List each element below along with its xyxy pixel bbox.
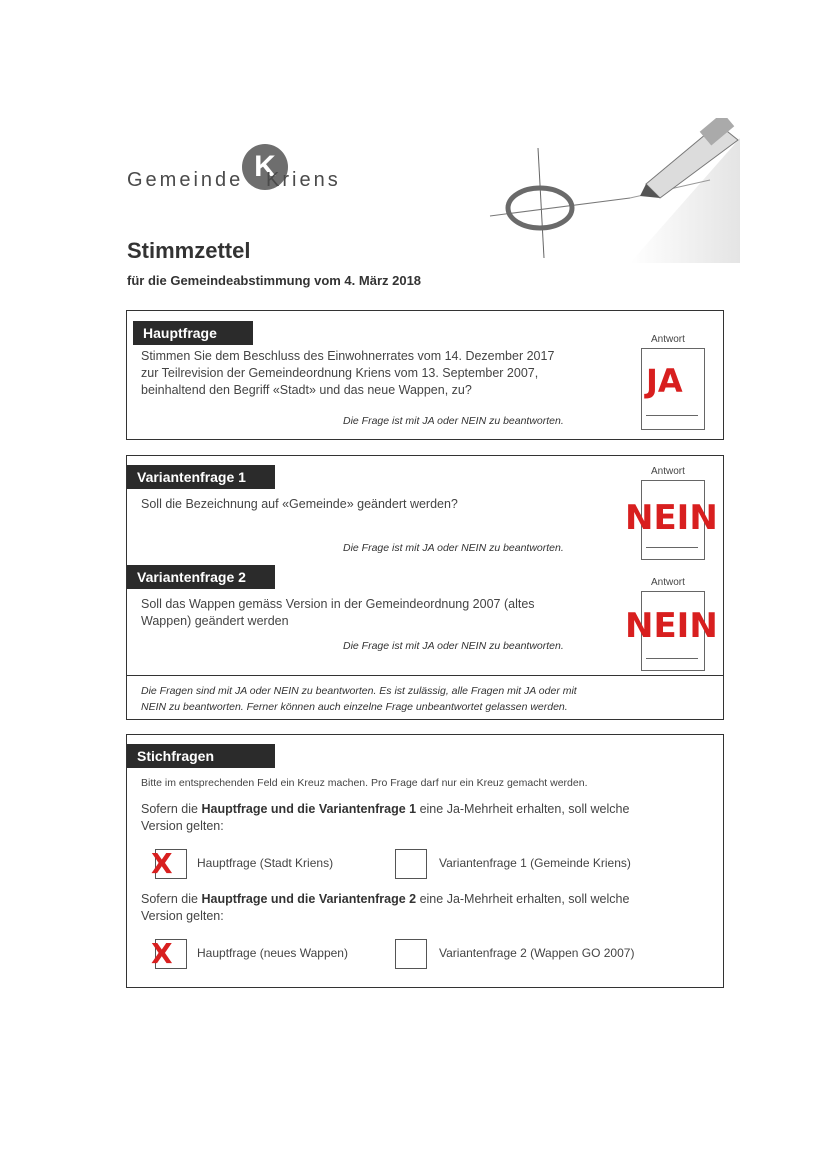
variante2-answer-line xyxy=(646,658,698,659)
variante2-line-1: Soll das Wappen gemäss Version in der Gemeindeordnung 2007 (altes xyxy=(141,597,535,611)
hauptfrage-section xyxy=(126,310,724,440)
stichfrage2-option-hauptfrage: Hauptfrage (neues Wappen) xyxy=(197,946,348,960)
variante1-text: Soll die Bezeichnung auf «Gemeinde» geändert werden? xyxy=(141,497,458,511)
hauptfrage-note: Die Frage ist mit JA oder NEIN zu beantworten. xyxy=(343,415,564,427)
variante1-answer-line xyxy=(646,547,698,548)
variante2-antwort-label: Antwort xyxy=(651,577,685,588)
pen-illustration-icon xyxy=(480,118,740,263)
stichfrage1-option-hauptfrage: Hauptfrage (Stadt Kriens) xyxy=(197,856,334,870)
stichfrage1-line-2: Version gelten: xyxy=(141,819,224,833)
variantenfragen-section xyxy=(126,455,724,720)
footnote-line-2: NEIN zu beantworten. Ferner können auch einzelne Frage unbeantwortet gelassen werden. xyxy=(141,701,568,713)
stichfrage1-bold: Hauptfrage und die Variantenfrage 1 xyxy=(201,802,417,816)
stichfrage2-text xyxy=(141,891,711,925)
stichfrage2-mark: X xyxy=(151,937,173,970)
stichfrage1-text xyxy=(141,801,711,835)
hauptfrage-answer-line xyxy=(646,415,698,416)
variantenfragen-footnote xyxy=(141,683,711,715)
stichfrage1-checkbox-variante[interactable] xyxy=(395,849,427,879)
hauptfrage-antwort-label: Antwort xyxy=(651,334,685,345)
stichfrage1-mark: X xyxy=(151,847,173,880)
hauptfrage-answer: JA xyxy=(646,362,683,400)
stichfrage2-line-2: Version gelten: xyxy=(141,909,224,923)
stichfragen-section xyxy=(126,734,724,988)
footnote-line-1: Die Fragen sind mit JA oder NEIN zu beantworten. Es ist zulässig, alle Fragen mit JA oder mit xyxy=(141,685,577,697)
variante1-header: Variantenfrage 1 xyxy=(127,465,275,489)
variante2-header: Variantenfrage 2 xyxy=(127,565,275,589)
variante2-text xyxy=(141,596,621,630)
hauptfrage-answer-box[interactable] xyxy=(641,348,705,430)
logo-word-kriens: Kriens xyxy=(266,169,341,191)
logo-word-gemeinde: Gemeinde xyxy=(127,169,244,191)
stichfrage2-suffix: eine Ja-Mehrheit erhalten, soll welche xyxy=(416,892,630,906)
stichfrage1-line-1 xyxy=(141,801,711,818)
stichfrage2-prefix: Sofern die xyxy=(141,892,202,906)
stichfrage1-prefix: Sofern die xyxy=(141,802,202,816)
variante2-line-2: Wappen) geändert werden xyxy=(141,614,289,628)
stichfragen-header: Stichfragen xyxy=(127,744,275,768)
stichfrage2-bold: Hauptfrage und die Variantenfrage 2 xyxy=(201,892,417,906)
variante1-note: Die Frage ist mit JA oder NEIN zu beantworten. xyxy=(343,542,564,554)
hauptfrage-line-1: Stimmen Sie dem Beschluss des Einwohnerrates vom 14. Dezember 2017 xyxy=(141,349,555,363)
hauptfrage-line-2: zur Teilrevision der Gemeindeordnung Kriens vom 13. September 2007, xyxy=(141,366,539,380)
stichfrage1-option-variante: Variantenfrage 1 (Gemeinde Kriens) xyxy=(439,856,631,870)
stichfrage2-line-1 xyxy=(141,891,711,908)
page-subtitle: für die Gemeindeabstimmung vom 4. März 2018 xyxy=(127,273,422,288)
logo-k-icon: K xyxy=(242,144,288,190)
hauptfrage-text xyxy=(141,348,631,399)
page-title: Stimmzettel xyxy=(127,238,251,263)
variante1-antwort-label: Antwort xyxy=(651,466,685,477)
variante2-answer: NEIN xyxy=(625,606,718,646)
section-divider xyxy=(127,675,723,676)
variante2-note: Die Frage ist mit JA oder NEIN zu beantworten. xyxy=(343,640,564,652)
variante1-answer: NEIN xyxy=(625,498,718,538)
stichfrage2-checkbox-variante[interactable] xyxy=(395,939,427,969)
stichfrage1-suffix: eine Ja-Mehrheit erhalten, soll welche xyxy=(416,802,630,816)
stichfragen-instruction: Bitte im entsprechenden Feld ein Kreuz machen. Pro Frage darf nur ein Kreuz gemacht werden. xyxy=(141,777,588,789)
hauptfrage-header: Hauptfrage xyxy=(133,321,253,345)
hauptfrage-line-3: beinhaltend den Begriff «Stadt» und das neue Wappen, zu? xyxy=(141,383,472,397)
stichfrage2-option-variante: Variantenfrage 2 (Wappen GO 2007) xyxy=(439,946,635,960)
